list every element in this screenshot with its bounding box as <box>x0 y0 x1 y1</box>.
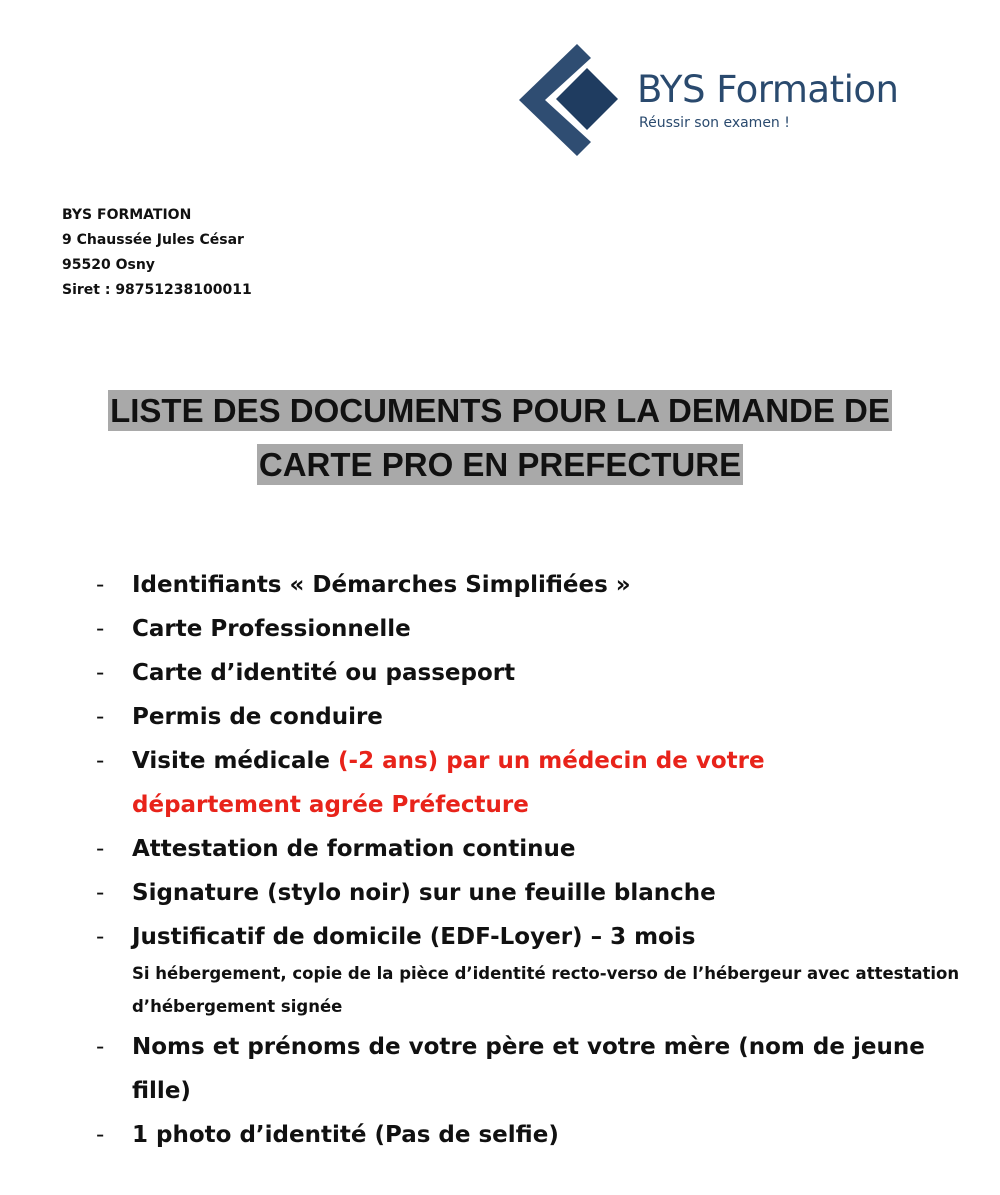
list-item-text: Carte Professionnelle <box>132 616 411 642</box>
list-item-red-text-continued: département agrée Préfecture <box>132 792 529 818</box>
list-item-note: Si hébergement, copie de la pièce d’identité recto-verso de l’hébergeur avec attestation d’hébergement signée <box>132 964 960 1016</box>
list-dash: - <box>96 836 105 862</box>
list-item-text: Identifiants « Démarches Simplifiées » <box>132 572 631 598</box>
list-item <box>96 651 966 695</box>
title-line-1: LISTE DES DOCUMENTS POUR LA DEMANDE DE <box>110 392 890 429</box>
list-dash: - <box>96 880 105 906</box>
list-item-text: Justificatif de domicile (EDF-Loyer) – 3 mois <box>132 924 696 950</box>
list-dash: - <box>96 748 105 774</box>
list-item-text: 1 photo d’identité (Pas de selfie) <box>132 1122 559 1148</box>
list-item-text: Carte d’identité ou passeport <box>132 660 516 686</box>
list-item-red-text: (-2 ans) par un médecin de votre <box>338 748 765 774</box>
title-line-2: CARTE PRO EN PREFECTURE <box>258 446 742 483</box>
list-item <box>96 827 966 871</box>
list-item <box>96 915 966 1023</box>
logo-tagline: Réussir son examen ! <box>639 115 790 131</box>
list-item <box>96 1113 966 1157</box>
list-item-text: Signature (stylo noir) sur une feuille blanche <box>132 880 716 906</box>
company-siret: Siret : 98751238100011 <box>62 282 252 298</box>
company-street: 9 Chaussée Jules César <box>62 232 244 248</box>
list-dash: - <box>96 572 105 598</box>
list-dash: - <box>96 924 105 950</box>
list-item <box>96 695 966 739</box>
list-item <box>96 563 966 607</box>
company-address <box>62 203 252 303</box>
company-logo <box>515 42 935 162</box>
list-item-text: Visite médicale <box>132 748 339 774</box>
list-item-text: Attestation de formation continue <box>132 836 576 862</box>
list-item <box>96 607 966 651</box>
documents-list <box>96 563 966 1157</box>
list-item <box>96 871 966 915</box>
list-item <box>96 1025 966 1113</box>
company-city: 95520 Osny <box>62 257 155 273</box>
list-dash: - <box>96 660 105 686</box>
list-item <box>96 739 966 827</box>
list-dash: - <box>96 1122 105 1148</box>
list-item-text: Permis de conduire <box>132 704 383 730</box>
list-item-text: Noms et prénoms de votre père et votre mère (nom de jeune fille) <box>132 1034 925 1104</box>
page-title <box>0 384 1000 492</box>
logo-title: BYS Formation <box>637 68 899 111</box>
list-dash: - <box>96 1034 105 1060</box>
list-dash: - <box>96 616 105 642</box>
company-name: BYS FORMATION <box>62 207 192 223</box>
list-dash: - <box>96 704 105 730</box>
chevron-diamond-logo-icon <box>515 42 635 162</box>
